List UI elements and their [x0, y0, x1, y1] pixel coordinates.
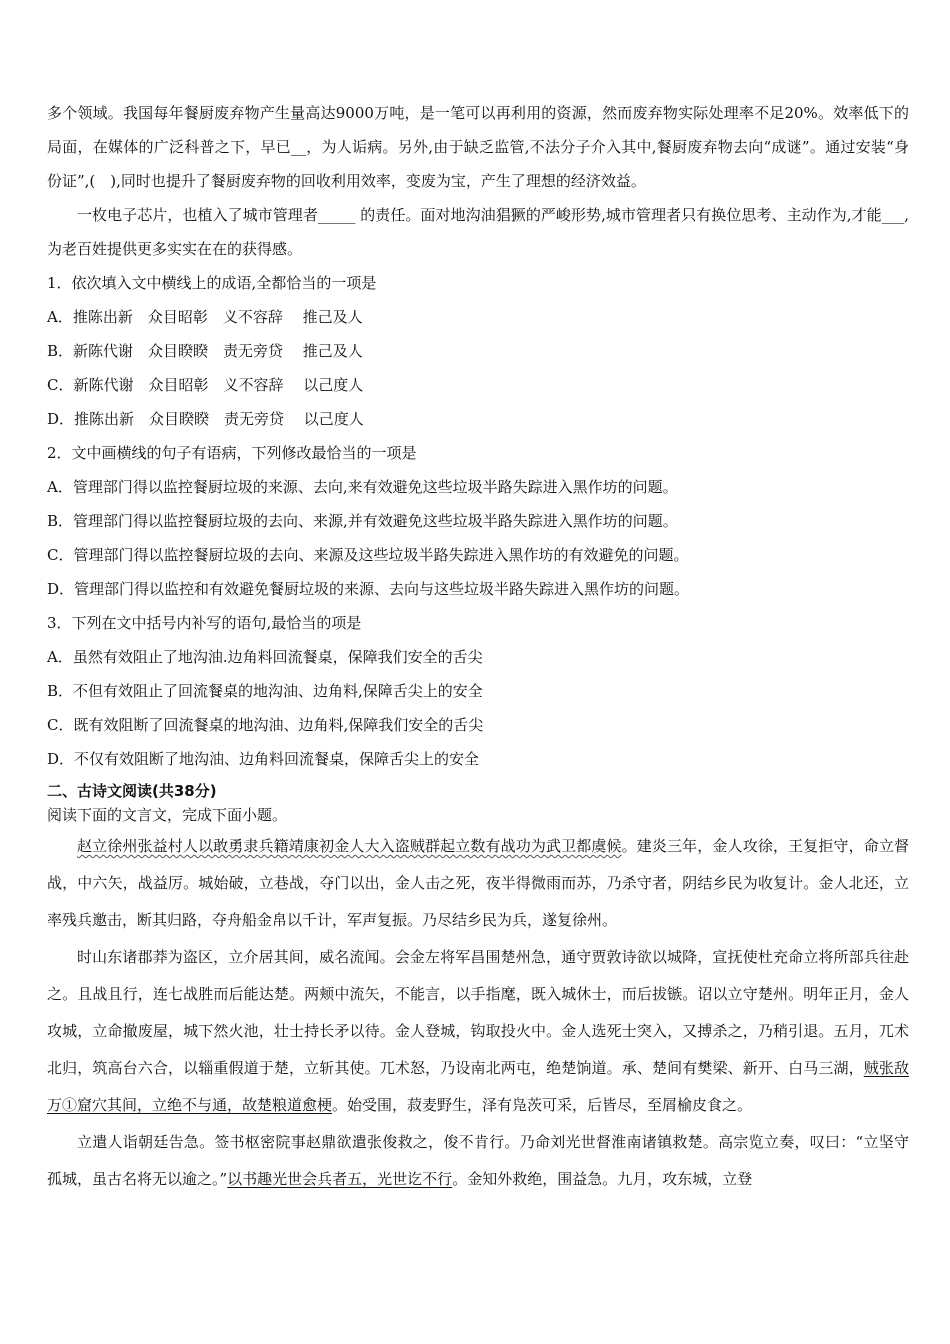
question-1-option-d: D．推陈出新 众目睽睽 责无旁贷 以己度人: [47, 410, 364, 428]
question-2-option-b: B．管理部门得以监控餐厨垃圾的去向、来源,并有效避免这些垃圾半路失踪进入黑作坊的问题。: [47, 512, 678, 530]
classical-p3-text-b: 。金知外救绝，围益急。九月，攻东城，立登: [452, 1170, 753, 1188]
question-3-option-b: B．不但有效阻止了回流餐桌的地沟油、边角料,保障舌尖上的安全: [47, 682, 483, 700]
question-2-option-a: A．管理部门得以监控餐厨垃圾的来源、去向,来有效避免这些垃圾半路失踪进入黑作坊的问题。: [47, 478, 678, 496]
classical-paragraph-2: [47, 939, 909, 1124]
question-1-option-a: A．推陈出新 众目昭彰 义不容辞 推己及人: [47, 308, 363, 326]
question-1-stem: 1．依次填入文中横线上的成语,全都恰当的一项是: [47, 274, 377, 292]
classical-p3-text-a: 立遣人诣朝廷告急。签书枢密院事赵鼎欲遣张俊救之，俊不肯行。乃命刘光世督淮南诸镇救楚。高宗览立奏，叹曰：“立坚守孤城，虽古名将无以逾之。”: [47, 1133, 909, 1188]
passage-paragraph-2: 一枚电子芯片，也植入了城市管理者_____ 的责任。面对地沟油猖獗的严峻形势,城市管理者只有换位思考、主动作为,才能___,为老百姓提供更多实实在在的获得感。: [47, 206, 909, 258]
section-2-heading: 二、古诗文阅读(共38分): [47, 782, 217, 800]
section-2-intro: 阅读下面的文言文，完成下面小题。: [47, 806, 288, 824]
classical-p2-underlined-sentence: 贼张敌万①窟穴其间，立绝不与通，故楚粮道愈梗: [47, 1059, 909, 1114]
question-3-stem: 3．下列在文中括号内补写的语句,最恰当的项是: [47, 614, 362, 632]
classical-paragraph-1: [47, 828, 909, 939]
question-2-stem: 2．文中画横线的句子有语病，下列修改最恰当的一项是: [47, 444, 417, 462]
question-1-option-b: B．新陈代谢 众目睽睽 责无旁贷 推己及人: [47, 342, 363, 360]
question-2-option-d: D．管理部门得以监控和有效避免餐厨垃圾的来源、去向与这些垃圾半路失踪进入黑作坊的问题。: [47, 580, 690, 598]
classical-p2-text-a: 时山东诸郡莽为盗区，立介居其间，威名流闻。会金左将军昌围楚州急，通守贾敦诗欲以城降，宣抚使杜充命立将所部兵往赴之。且战且行，连七战胜而后能达楚。两颊中流矢，不能言，以手指麾，既入城休士，而后拔镞。诏以立守楚州。明年正月，金人攻城，立命撤废屋，城下然火池，壮士持长矛以待。金人登城，钩取投火中。金人选死士突入，又搏杀之，乃稍引退。五月，兀术北归，筑高台六合，以辎重假道于楚，立斩其使。兀术怒，乃设南北两屯，绝楚饷道。承、楚间有樊梁、新开、白马三湖，: [47, 948, 909, 1077]
question-3-option-d: D．不仅有效阻断了地沟油、边角料回流餐桌，保障舌尖上的安全: [47, 750, 480, 768]
classical-paragraph-3: [47, 1124, 909, 1198]
question-3-option-c: C．既有效阻断了回流餐桌的地沟油、边角料,保障我们安全的舌尖: [47, 716, 484, 734]
question-3-option-a: A．虽然有效阻止了地沟油.边角料回流餐桌，保障我们安全的舌尖: [47, 648, 483, 666]
classical-p1-underlined-sentence: 赵立徐州张益村人以敢勇隶兵籍靖康初金人大入盗贼群起立数有战功为武卫都虞候: [77, 837, 622, 855]
classical-p2-text-b: 。始受围，菽麦野生，泽有凫茨可采，后皆尽，至屑榆皮食之。: [332, 1096, 753, 1114]
question-1-option-c: C．新陈代谢 众目昭彰 义不容辞 以己度人: [47, 376, 364, 394]
classical-p3-underlined-sentence: 以书趣光世会兵者五，光世讫不行: [227, 1170, 453, 1188]
passage-paragraph-1: 多个领域。我国每年餐厨废弃物产生量高达9000万吨，是一笔可以再利用的资源，然而废弃物实际处理率不足20%。效率低下的局面，在媒体的广泛科普之下，早已__，为人诟病。另外,由于缺乏监管,不法分子介入其中,餐厨废弃物去向“成谜”。通过安装“身份证”,( ),同时也提升了餐厨废弃物的回收利用效率，变废为宝，产生了理想的经济效益。: [47, 104, 909, 190]
classical-p1-text: 。建炎三年，金人攻徐，王复拒守，命立督战，中六矢，战益厉。城始破，立巷战，夺门以出，金人击之死，夜半得微雨而苏，乃杀守者，阴结乡民为收复计。金人北还，立率残兵邀击，断其归路，夺舟船金帛以千计，军声复振。乃尽结乡民为兵，遂复徐州。: [47, 837, 909, 929]
document-page: [47, 96, 909, 1198]
question-2-option-c: C．管理部门得以监控餐厨垃圾的去向、来源及这些垃圾半路失踪进入黑作坊的有效避免的问题。: [47, 546, 689, 564]
